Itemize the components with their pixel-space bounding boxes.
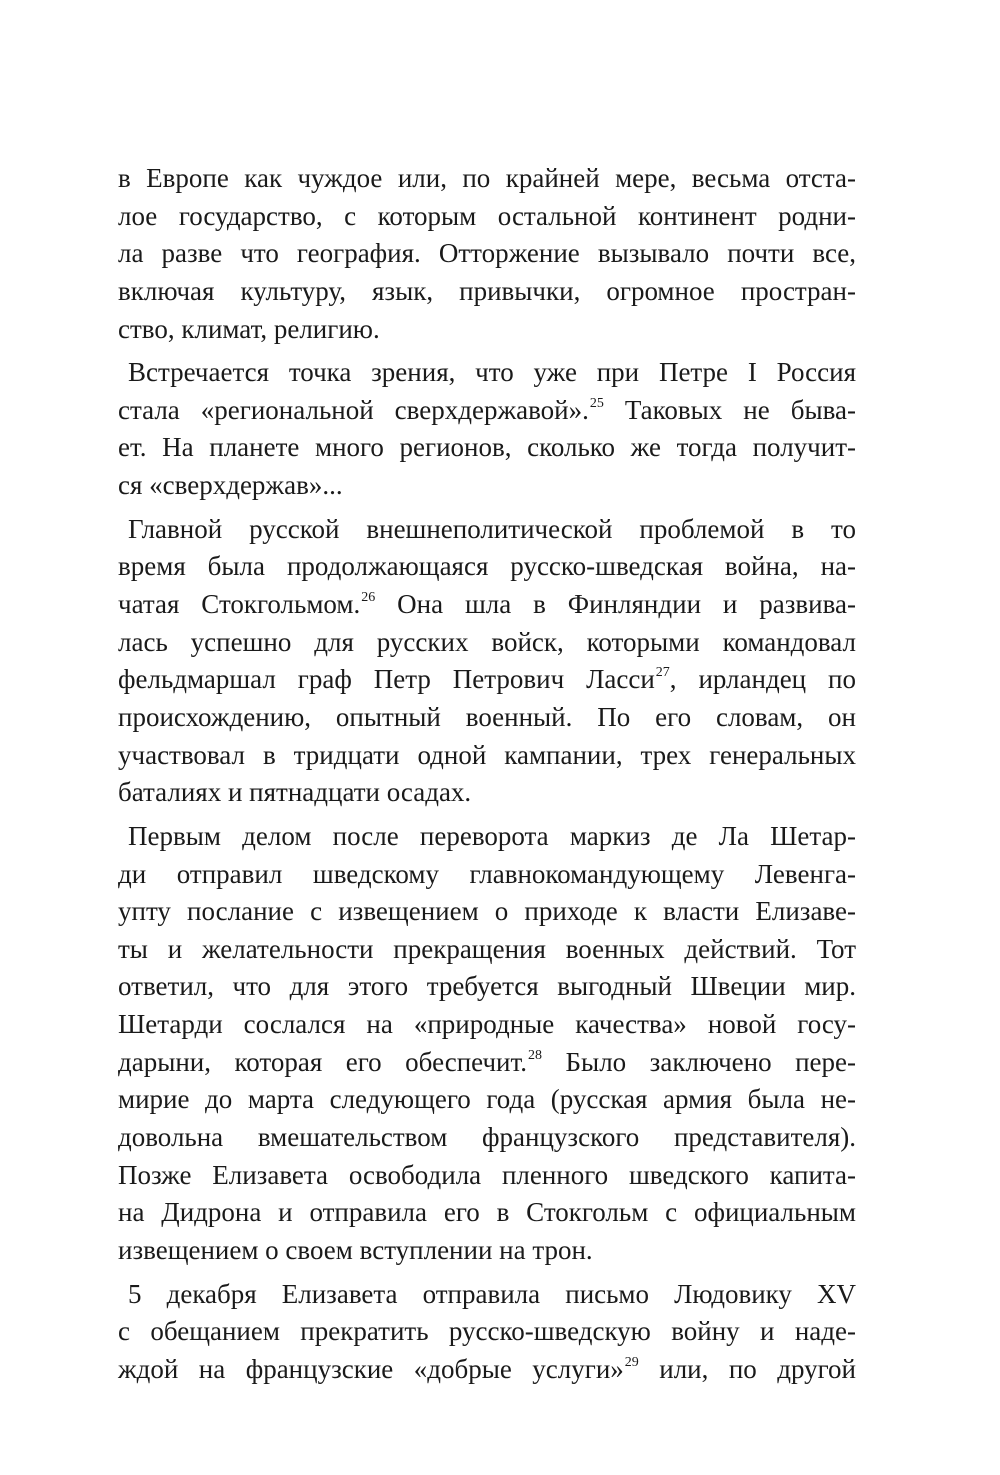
text-line	[118, 467, 856, 505]
text-segment: Первым делом после переворота маркиз де Ла Шетар-	[128, 820, 856, 851]
text-segment: ты и желательности прекращения военных действий. Тот	[118, 933, 856, 964]
text-line	[118, 511, 856, 549]
paragraph	[118, 511, 856, 812]
text-line	[118, 661, 856, 699]
text-line	[118, 354, 856, 392]
text-line	[118, 1351, 856, 1389]
text-segment: , ирландец по	[669, 664, 856, 695]
paragraph	[118, 1276, 856, 1389]
text-segment: ответил, что для этого требуется выгодный Швеции мир.	[118, 971, 856, 1002]
text-line	[118, 1157, 856, 1195]
text-line	[118, 1081, 856, 1119]
text-line	[118, 392, 856, 430]
text-segment: баталиях и пятнадцати осадах.	[118, 777, 472, 808]
text-segment: лась успешно для русских войск, которыми командовал	[118, 626, 856, 657]
footnote-ref: 29	[624, 1354, 639, 1370]
text-segment: Шетарди сослался на «природные качества» новой госу-	[118, 1009, 856, 1040]
text-line	[118, 774, 856, 812]
footnote-ref: 26	[361, 590, 376, 606]
text-segment: мирие до марта следующего года (русская армия была не-	[118, 1084, 856, 1115]
text-line	[118, 931, 856, 969]
text-line	[118, 1276, 856, 1314]
text-segment: дарыни, которая его обеспечит.	[118, 1046, 528, 1077]
text-line	[118, 429, 856, 467]
text-segment: время была продолжающаяся русско-шведская война, на-	[118, 551, 856, 582]
footnote-ref: 27	[655, 665, 670, 681]
text-segment: участвовал в тридцати одной кампании, трех генеральных	[118, 739, 856, 770]
paragraph	[118, 354, 856, 505]
text-segment: ди отправил шведскому главнокомандующему Левенга-	[118, 858, 856, 889]
text-line	[118, 1194, 856, 1232]
text-segment: включая культуру, язык, привычки, огромное простран-	[118, 275, 856, 306]
text-segment: лое государство, с которым остальной континент родни-	[118, 200, 856, 231]
footnote-ref: 28	[528, 1047, 543, 1063]
text-line	[118, 1119, 856, 1157]
book-page-text	[118, 160, 856, 1389]
text-line	[118, 818, 856, 856]
text-segment: Она шла в Финляндии и развива-	[375, 589, 856, 620]
footnote-ref: 25	[589, 395, 604, 411]
text-line	[118, 311, 856, 349]
text-segment: с обещанием прекратить русско-шведскую войну и наде-	[118, 1316, 856, 1347]
text-segment: ет. На планете много регионов, сколько же тогда получит-	[118, 432, 856, 463]
text-line	[118, 273, 856, 311]
text-segment: в Европе как чуждое или, по крайней мере, весьма отста-	[118, 163, 856, 193]
text-segment: фельдмаршал граф Петр Петрович Ласси	[118, 664, 655, 695]
text-segment: Главной русской внешнеполитической проблемой в то	[128, 513, 856, 544]
text-line	[118, 699, 856, 737]
text-line	[118, 1313, 856, 1351]
text-line	[118, 160, 856, 198]
text-line	[118, 737, 856, 775]
text-line	[118, 198, 856, 236]
text-segment: или, по другой	[638, 1353, 856, 1384]
text-line	[118, 235, 856, 273]
text-segment: Позже Елизавета освободила пленного шведского капита-	[118, 1159, 856, 1190]
paragraph	[118, 818, 856, 1270]
text-line	[118, 1006, 856, 1044]
text-line	[118, 548, 856, 586]
text-line	[118, 1044, 856, 1082]
text-segment: ся «сверхдержав»...	[118, 470, 343, 501]
text-segment: ство, климат, религию.	[118, 313, 380, 344]
text-line	[118, 968, 856, 1006]
text-segment: стала «региональной сверхдержавой».	[118, 394, 589, 425]
text-segment: 5 декабря Елизавета отправила письмо Людовику XV	[128, 1278, 856, 1309]
text-line	[118, 1232, 856, 1270]
text-segment: происхождению, опытный военный. По его словам, он	[118, 701, 856, 732]
text-segment: довольна вмешательством французского представителя).	[118, 1122, 856, 1153]
text-segment: Таковых не быва-	[603, 394, 856, 425]
text-line	[118, 856, 856, 894]
paragraph	[118, 160, 856, 348]
text-segment: на Дидрона и отправила его в Стокгольм с официальным	[118, 1197, 856, 1228]
text-line	[118, 893, 856, 931]
text-segment: Встречается точка зрения, что уже при Петре I Россия	[128, 357, 856, 388]
text-segment: чатая Стокгольмом.	[118, 589, 361, 620]
text-line	[118, 624, 856, 662]
text-line	[118, 586, 856, 624]
text-segment: извещением о своем вступлении на трон.	[118, 1234, 593, 1265]
text-segment: упту послание с извещением о приходе к власти Елизаве-	[118, 896, 856, 927]
text-segment: ждой на французские «добрые услуги»	[118, 1353, 624, 1384]
text-segment: Было заключено пере-	[542, 1046, 857, 1077]
text-segment: ла разве что география. Отторжение вызывало почти все,	[118, 238, 856, 269]
